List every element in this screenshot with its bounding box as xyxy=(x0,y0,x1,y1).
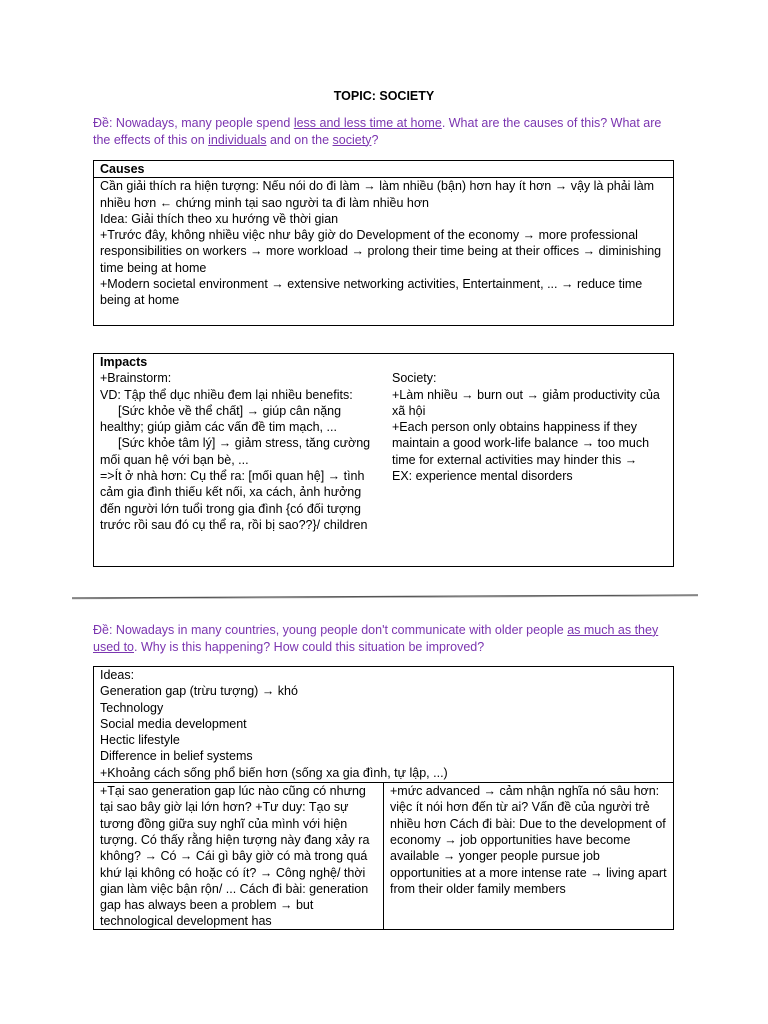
prompt-text: Đề: Nowadays, many people spend xyxy=(93,116,294,130)
impacts-line xyxy=(100,403,380,436)
causes-line: Cần giải thích ra hiện tượng: Nếu nói do đi làm → làm nhiều (bận) hơn hay ít hơn → vậy là phải làm nhiều hơn ← chứng minh tại sao người ta đi làm nhiều hơn xyxy=(100,179,655,210)
prompt-text: . What are the causes of this? What are the effects of this on xyxy=(93,116,662,147)
impacts-line: +Each person only obtains happiness if they maintain a good work-life balance → too much time for external activities may hinder this → xyxy=(392,420,650,467)
causes-line: +Trước đây, không nhiều việc như bây giờ do Development of the economy → more professional responsibilities on workers → more workload → prolong their time being at their offices → diminishing time being at home xyxy=(100,228,662,275)
impacts-header: Impacts xyxy=(100,355,148,369)
impacts-line: VD: Tập thể dục nhiều đem lại nhiều benefits: xyxy=(100,387,353,402)
causes-body xyxy=(94,178,673,308)
impacts-line-text: [Sức khỏe về thể chất] → giúp cân nặng healthy; giúp giảm các vấn đề tim mạch, ... xyxy=(100,403,342,435)
prompt-underlined-text: less and less time at home xyxy=(293,116,442,130)
prompt-text: Đề: Nowadays in many countries, young people don't communicate with older people xyxy=(93,623,568,637)
ideas-right-column: +mức advanced → cảm nhận nghĩa nó sâu hơn: việc ít nói hơn đến từ ai? Vấn đề của người trẻ nhiều hơn Cách đi bài: Due to the development of economy → job opportunities have become available → yonger people pursue job opportunities at a more intense rate → living apart from their older family members xyxy=(390,784,667,896)
impacts-line xyxy=(100,435,380,468)
ideas-table xyxy=(93,666,674,930)
ideas-line: Technology xyxy=(100,700,164,715)
impacts-columns xyxy=(94,370,673,533)
impacts-left-column xyxy=(94,370,386,533)
impacts-line: EX: experience mental disorders xyxy=(392,469,573,484)
page-title: TOPIC: SOCIETY xyxy=(333,89,435,103)
causes-header: Causes xyxy=(94,161,673,178)
ideas-line: Hectic lifestyle xyxy=(100,733,180,748)
ideas-left-column: +Tại sao generation gap lúc nào cũng có nhưng tại sao bây giờ lại lớn hơn? +Tư duy: Tạo sự tương đồng giữa suy nghĩ của mình với hiện tượng. Có thấy rằng hiện tượng này đang xảy ra không? → Có → Cái gì bây giờ có mà trong quá khứ lại không có hoặc có ít? → Công nghệ/ thời gian làm việc bận rộn/ ... Cách đi bài: generation gap has always been a problem → but technological development has xyxy=(94,783,384,930)
ideas-line: Ideas: xyxy=(100,668,135,682)
impacts-line: +Brainstorm: xyxy=(100,371,172,386)
prompt-underlined-text: society xyxy=(332,132,372,147)
ideas-line: Generation gap (trừu tượng) → khó xyxy=(100,684,298,699)
ideas-line: Social media development xyxy=(100,716,247,731)
prompt-text: . Why is this happening? How could this situation be improved? xyxy=(134,639,485,654)
essay-prompt-2 xyxy=(93,622,673,655)
causes-line: +Modern societal environment → extensive networking activities, Entertainment, ... → reduce time being at home xyxy=(100,277,643,308)
prompt-text: ? xyxy=(371,132,379,147)
impacts-line: Society: xyxy=(392,371,437,386)
impacts-line-text: [Sức khỏe tâm lý] → giảm stress, tăng cường mối quan hệ với bạn bè, ... xyxy=(100,436,371,467)
impacts-line: +Làm nhiều → burn out → giảm productivity của xã hội xyxy=(392,387,660,418)
impacts-right-column xyxy=(386,370,673,533)
ideas-line: Difference in belief systems xyxy=(100,749,253,764)
causes-table xyxy=(93,160,674,326)
impacts-table xyxy=(93,353,674,567)
essay-prompt-1 xyxy=(93,115,673,148)
prompt-underlined-text: individuals xyxy=(208,132,267,147)
section-divider xyxy=(72,594,698,600)
ideas-line: +Khoảng cách sống phổ biến hơn (sống xa gia đình, tự lập, ...) xyxy=(100,765,448,780)
prompt-text: and on the xyxy=(266,132,333,147)
prompt-underlined-text: as much as they used to xyxy=(93,623,659,654)
ideas-list xyxy=(94,667,673,783)
causes-line: Idea: Giải thích theo xu hướng về thời gian xyxy=(100,211,339,226)
ideas-columns xyxy=(94,783,673,930)
impacts-line: =>Ít ở nhà hơn: Cụ thể ra: [mối quan hệ] → tình cảm gia đình thiếu kết nối, xa cách, ảnh hưởng đến người lớn tuổi trong gia đình {có đối tượng trước rồi sau đó cụ thể ra, rồi bị sao??}/ children xyxy=(100,469,368,532)
